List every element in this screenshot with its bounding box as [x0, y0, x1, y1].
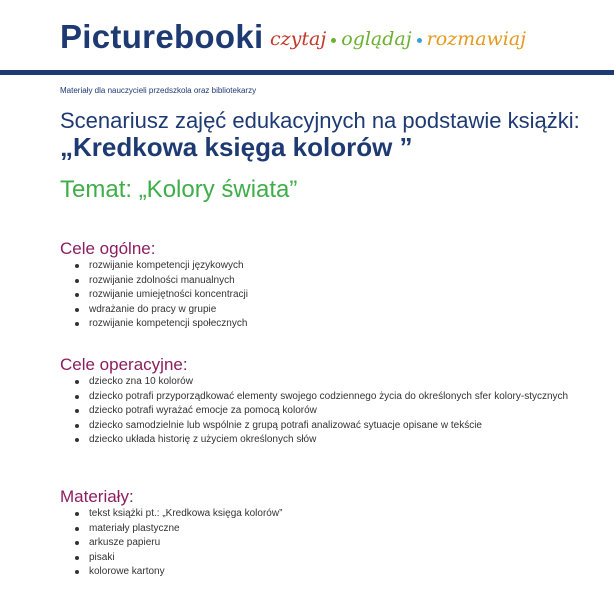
bullet-list: [60, 507, 580, 580]
list-item: wdrażanie do pracy w grupie: [89, 303, 580, 318]
list-item: materiały plastyczne: [89, 522, 580, 537]
list-item: dziecko zna 10 kolorów: [89, 375, 580, 390]
brand-logo: Picturebooki: [60, 18, 264, 55]
list-item: dziecko potrafi wyrażać emocje za pomocą kolorów: [89, 404, 580, 419]
section-operational-goals: [60, 355, 580, 448]
section-heading: Materiały:: [60, 487, 134, 506]
topic-title: Temat: „Kolory świata”: [60, 176, 298, 203]
bullet-list: [60, 375, 580, 448]
list-item: dziecko samodzielnie lub wspólnie z grupą potrafi analizować sytuacje opisane w tekście: [89, 419, 580, 434]
list-item: rozwijanie umiejętności koncentracji: [89, 288, 580, 303]
section-general-goals: [60, 239, 580, 332]
header-divider: [0, 70, 614, 75]
list-item: pisaki: [89, 551, 580, 566]
list-item: rozwijanie kompetencji społecznych: [89, 317, 580, 332]
intro-text: Materiały dla nauczycieli przedszkola oraz bibliotekarzy: [60, 86, 257, 95]
tagline: [270, 28, 526, 50]
separator-dot-icon: [417, 38, 422, 43]
list-item: kolorowe kartony: [89, 565, 580, 580]
tagline-czytaj: czytaj: [270, 28, 327, 50]
separator-dot-icon: [331, 38, 336, 43]
section-materials: [60, 487, 580, 580]
list-item: dziecko potrafi przyporządkować elementy swojego codziennego życia do określonych sfer kolory-stycznych: [89, 390, 580, 405]
tagline-ogladaj: oglądaj: [341, 28, 412, 50]
list-item: rozwijanie zdolności manualnych: [89, 274, 580, 289]
list-item: dziecko układa historię z użyciem określonych słów: [89, 433, 580, 448]
section-heading: Cele ogólne:: [60, 239, 156, 258]
book-title: „Kredkowa księga kolorów ”: [60, 132, 413, 162]
list-item: tekst książki pt.: „Kredkowa księga kolorów”: [89, 507, 580, 522]
scenario-title: Scenariusz zajęć edukacyjnych na podstawie książki:: [60, 108, 580, 133]
list-item: arkusze papieru: [89, 536, 580, 551]
section-heading: Cele operacyjne:: [60, 355, 188, 374]
header: [0, 0, 614, 76]
list-item: rozwijanie kompetencji językowych: [89, 259, 580, 274]
tagline-rozmawiaj: rozmawiaj: [426, 28, 527, 50]
bullet-list: [60, 259, 580, 332]
